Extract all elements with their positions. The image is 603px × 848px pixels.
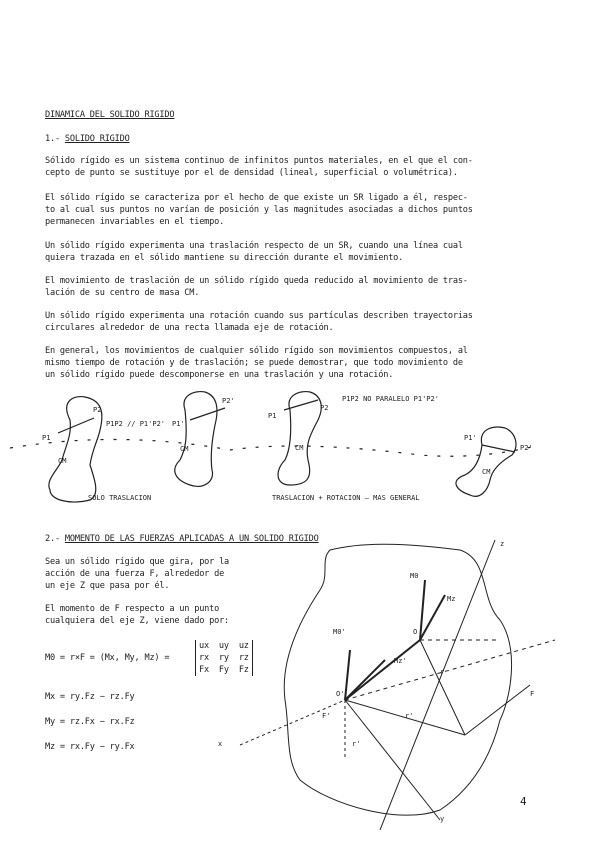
- translation-figure: [10, 392, 540, 502]
- matrix-cell: Fx: [199, 665, 209, 675]
- figure-label: CM: [58, 457, 67, 465]
- text-line: lación de su centro de masa CM.: [45, 288, 200, 298]
- vector-label: r': [352, 740, 361, 748]
- determinant-matrix: [195, 640, 253, 676]
- axis-label-x: x: [218, 740, 223, 748]
- text-line: to al cual sus puntos no varían de posición y las magnitudes asociadas a dichos puntos: [45, 205, 473, 215]
- text-line: Sólido rígido es un sistema continuo de infinitos puntos materiales, en el que el con-: [45, 156, 473, 166]
- matrix-row: [199, 652, 249, 664]
- matrix-cell: ry: [218, 653, 229, 663]
- section-title: SOLIDO RIGIDO: [64, 134, 130, 144]
- text-line: Un sólido rígido experimenta una traslación respecto de un SR, cuando una línea cual: [45, 241, 463, 251]
- figure-label: P1P2 // P1'P2': [106, 420, 166, 428]
- paragraph: [45, 556, 229, 592]
- vector-label: M0': [333, 628, 346, 636]
- document-title: DINAMICA DEL SOLIDO RIGIDO: [45, 110, 175, 120]
- rotation-figure: [240, 540, 555, 830]
- figure-label: P2': [222, 397, 235, 405]
- figure-label: CM: [295, 444, 304, 452]
- moment-equation: M0 = r×F = (Mx, My, Mz) =: [45, 653, 170, 663]
- equation-mx: Mx = ry.Fz − rz.Fy: [45, 692, 135, 702]
- vector-label: F: [530, 690, 535, 698]
- point-label: O': [336, 690, 345, 698]
- vector-label: M0: [410, 572, 419, 580]
- matrix-row: [199, 640, 249, 652]
- figure-label: P1P2 NO PARALELO P1'P2': [342, 395, 439, 403]
- matrix-cell: rx: [199, 653, 209, 663]
- text-line: Un sólido rígido experimenta una rotación cuando sus partículas describen trayectorias: [45, 311, 473, 321]
- text-line: El movimiento de traslación de un sólido rígido queda reducido al movimiento de tras-: [45, 276, 468, 286]
- equation-mz: Mz = rx.Fy − ry.Fx: [45, 742, 135, 752]
- figure-label: P1: [268, 412, 277, 420]
- paragraph: [45, 603, 229, 627]
- point-label: O: [413, 628, 418, 636]
- matrix-cell: ux: [199, 641, 209, 651]
- figure-label: CM: [180, 445, 189, 453]
- figure-label: P2: [93, 406, 102, 414]
- text-line: circulares alrededor de una recta llamada eje de rotación.: [45, 323, 334, 333]
- figure-label: P1: [42, 434, 51, 442]
- text-line: El momento de F respecto a un punto: [45, 604, 220, 614]
- text-line: un eje Z que pasa por él.: [45, 581, 170, 591]
- matrix-cell: Fz: [238, 665, 249, 675]
- section-number: 2.-: [45, 534, 60, 544]
- figure-caption: TRASLACION + ROTACION — MAS GENERAL: [272, 494, 420, 502]
- vector-label: r: [440, 668, 445, 676]
- text-line: mismo tiempo de rotación y de traslación; se puede demostrar, que todo movimiento de: [45, 358, 463, 368]
- text-line: En general, los movimientos de cualquier sólido rígido son movimientos compuestos, al: [45, 346, 468, 356]
- text-line: cualquiera del eje Z, viene dado por:: [45, 616, 230, 626]
- vector-label: F': [322, 712, 331, 720]
- vector-label: Mz': [394, 657, 407, 665]
- text-line: un sólido rígido puede descomponerse en una traslación y una rotación.: [45, 370, 394, 380]
- matrix-cell: Fy: [218, 665, 229, 675]
- equation-my: My = rz.Fx − rx.Fz: [45, 717, 135, 727]
- text-line: Sea un sólido rígido que gira, por la: [45, 557, 230, 567]
- text-line: El sólido rígido se caracteriza por el hecho de que existe un SR ligado a él, respec-: [45, 193, 468, 203]
- figure-label: CM: [482, 468, 491, 476]
- matrix-cell: rz: [238, 653, 249, 663]
- section-2-heading: [45, 533, 319, 545]
- vector-label: r': [405, 712, 414, 720]
- text-line: quiera trazada en el sólido mantiene su dirección durante el movimiento.: [45, 253, 404, 263]
- figure-caption: SOLO TRASLACION: [88, 494, 152, 502]
- figure-label: P2': [520, 444, 533, 452]
- text-line: permanecen invariables en el tiempo.: [45, 217, 225, 227]
- text-line: cepto de punto se sustituye por el de densidad (lineal, superficial o volumétrica).: [45, 168, 458, 178]
- axis-label-y: y: [440, 815, 445, 823]
- page-number: 4: [520, 795, 527, 808]
- figure-label: P2: [320, 404, 329, 412]
- matrix-cell: uz: [238, 641, 249, 651]
- figure-label: P1': [464, 434, 477, 442]
- figure-label: P1': [172, 420, 185, 428]
- axis-label-z: z: [500, 540, 505, 548]
- section-title: MOMENTO DE LAS FUERZAS APLICADAS A UN SOLIDO RIGIDO: [64, 534, 319, 544]
- matrix-row: [199, 664, 249, 676]
- matrix-cell: uy: [218, 641, 229, 651]
- vector-label: Mz: [447, 595, 456, 603]
- section-number: 1.-: [45, 134, 60, 144]
- text-line: acción de una fuerza F, alrededor de: [45, 569, 225, 579]
